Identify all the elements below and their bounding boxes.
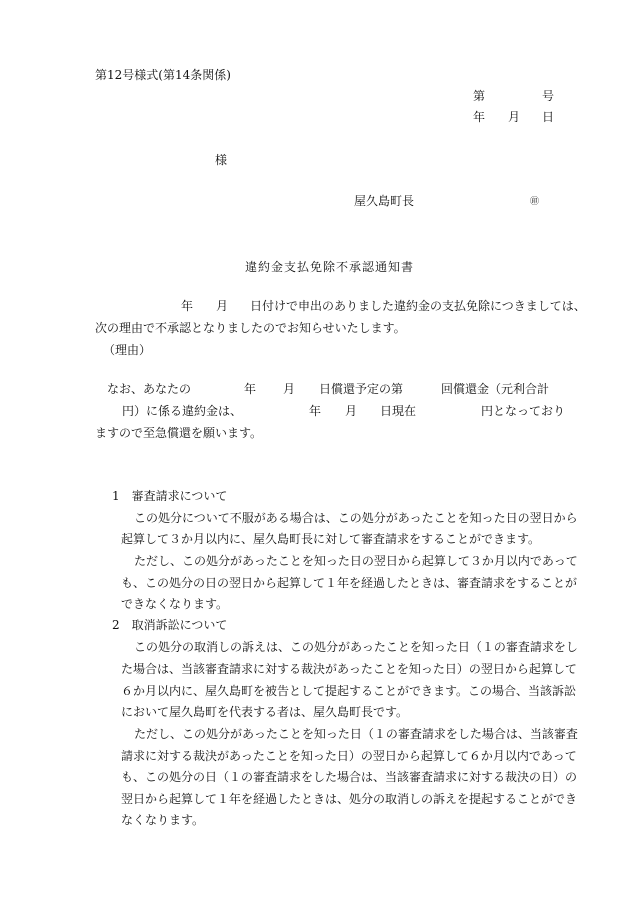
- section-1-line: 起算して３か月以内に、屋久島町長に対して審査請求をすることができます。: [121, 532, 541, 546]
- section-2-line: この処分の取消しの訴えは、この処分があったことを知った日（１の審査請求をし: [134, 640, 578, 654]
- number-suffix: 号: [542, 89, 555, 103]
- section-2-line: において屋久島町を代表する者は、屋久島町長です。: [121, 705, 409, 719]
- section-2-line: 請求に対する裁決があったことを知った日）の翌日から起算して６か月以内であって: [121, 749, 577, 763]
- intro-year: 年: [181, 299, 194, 313]
- request-text-c: 回償還金（元利合計: [441, 382, 550, 396]
- document-title: 違約金支払免除不承認通知書: [245, 260, 415, 274]
- reason-label: （理由）: [103, 343, 152, 357]
- form-label: 第12号様式(第14条関係): [95, 68, 231, 82]
- intro-line-1: 日付けで申出のありました違約金の支払免除につきましては、: [250, 299, 586, 313]
- section-2-line: なくなります。: [121, 813, 205, 827]
- request-text-g: ますので至急償還を願います。: [95, 426, 263, 440]
- request-text-f: 円となっており: [481, 404, 566, 418]
- section-1-heading: 1 審査請求について: [112, 489, 228, 503]
- request-month-1: 月: [283, 382, 296, 396]
- request-year-2: 年: [309, 404, 322, 418]
- section-2-heading: 2 取消訴訟について: [112, 618, 228, 632]
- section-1-line: ただし、この処分があったことを知った日の翌日から起算して３か月以内であって: [134, 554, 578, 568]
- addressee-suffix: 様: [215, 153, 228, 167]
- section-2-line: ただし、この処分があったことを知った日（１の審査請求をした場合は、当該審査: [134, 727, 578, 741]
- issuer-name: 屋久島町長: [354, 194, 415, 208]
- number-label: 第: [473, 89, 486, 103]
- section-1-line: も、この処分の日の翌日から起算して１年を経過したときは、審査請求をすることが: [121, 576, 578, 590]
- section-1-line: この処分について不服がある場合は、この処分があったことを知った日の翌日から: [134, 511, 578, 525]
- request-year-1: 年: [244, 382, 257, 396]
- seal-mark: ㊞: [530, 197, 540, 207]
- date-day: 日: [542, 110, 555, 124]
- request-month-2: 月: [345, 404, 358, 418]
- intro-month: 月: [216, 299, 229, 313]
- request-text-b: 日償還予定の第: [319, 382, 404, 396]
- section-2-line: ６か月以内に、屋久島町を被告として提起することができます。この場合、当該訴訟: [121, 684, 577, 698]
- section-2-line: も、この処分の日（１の審査請求をした場合は、当該審査請求に対する裁決の日）の: [121, 770, 578, 784]
- request-text-e: 日現在: [380, 404, 417, 418]
- request-text-a: なお、あなたの: [107, 382, 192, 396]
- date-year: 年: [473, 110, 486, 124]
- section-2-line: た場合は、当該審査請求に対する裁決があったことを知った日）の翌日から起算して: [121, 662, 577, 676]
- section-1-line: できなくなります。: [121, 597, 229, 611]
- date-month: 月: [508, 110, 521, 124]
- intro-line-2: 次の理由で不承認となりましたのでお知らせいたします。: [95, 321, 406, 335]
- request-text-d: 円）に係る違約金は、: [122, 404, 243, 418]
- section-2-line: 翌日から起算して１年を経過したときは、処分の取消しの訴えを提起することができ: [121, 792, 578, 806]
